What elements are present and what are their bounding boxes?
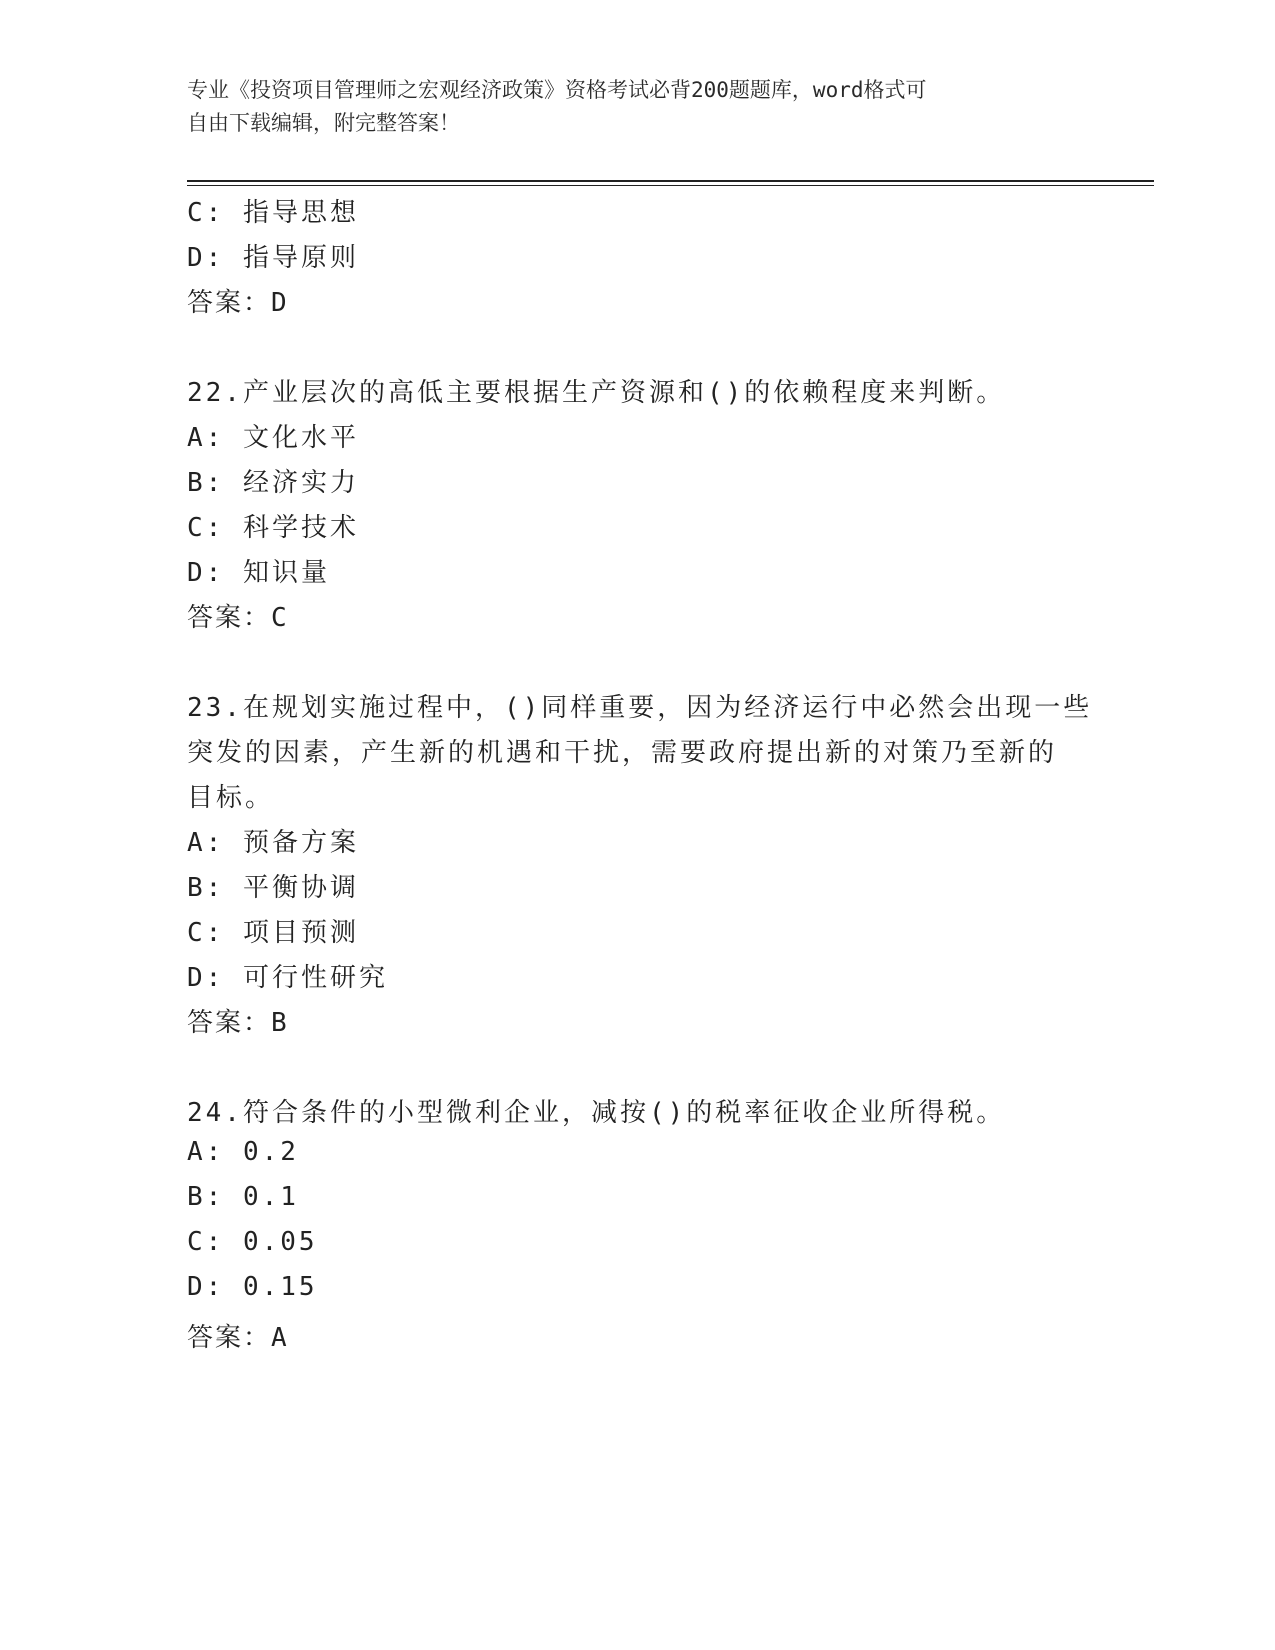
option-c: C: 项目预测	[187, 918, 359, 948]
header-divider-thin	[187, 185, 1154, 186]
question-23-line-3: 目标。	[187, 783, 275, 813]
option-a: A: 文化水平	[187, 423, 359, 453]
header-divider-thick	[187, 180, 1154, 182]
option-c: C: 指导思想	[187, 198, 359, 228]
option-b: B: 经济实力	[187, 468, 359, 498]
option-b: B: 0.1	[187, 1182, 299, 1212]
question-23-line-2: 突发的因素，产生新的机遇和干扰，需要政府提出新的对策乃至新的	[187, 738, 1058, 768]
option-d: D: 指导原则	[187, 243, 359, 273]
question-22: 22.产业层次的高低主要根据生产资源和()的依赖程度来判断。	[187, 378, 1006, 408]
option-a: A: 预备方案	[187, 828, 359, 858]
answer-line: 答案：C	[187, 603, 289, 633]
header-line-2: 自由下载编辑，附完整答案！	[187, 111, 460, 135]
option-c: C: 科学技术	[187, 513, 359, 543]
question-23-line-1: 23.在规划实施过程中，()同样重要，因为经济运行中必然会出现一些	[187, 693, 1093, 723]
option-c: C: 0.05	[187, 1227, 318, 1257]
question-24: 24.符合条件的小型微利企业，减按()的税率征收企业所得税。	[187, 1098, 1006, 1128]
option-d: D: 0.15	[187, 1272, 318, 1302]
option-d: D: 知识量	[187, 558, 330, 588]
document-header	[187, 74, 1067, 140]
answer-line: 答案：D	[187, 288, 289, 318]
option-b: B: 平衡协调	[187, 873, 359, 903]
option-a: A: 0.2	[187, 1137, 299, 1167]
header-line-1: 专业《投资项目管理师之宏观经济政策》资格考试必背200题题库，word格式可	[187, 78, 927, 102]
answer-line: 答案：B	[187, 1008, 289, 1038]
option-d: D: 可行性研究	[187, 963, 388, 993]
answer-line: 答案：A	[187, 1323, 289, 1353]
